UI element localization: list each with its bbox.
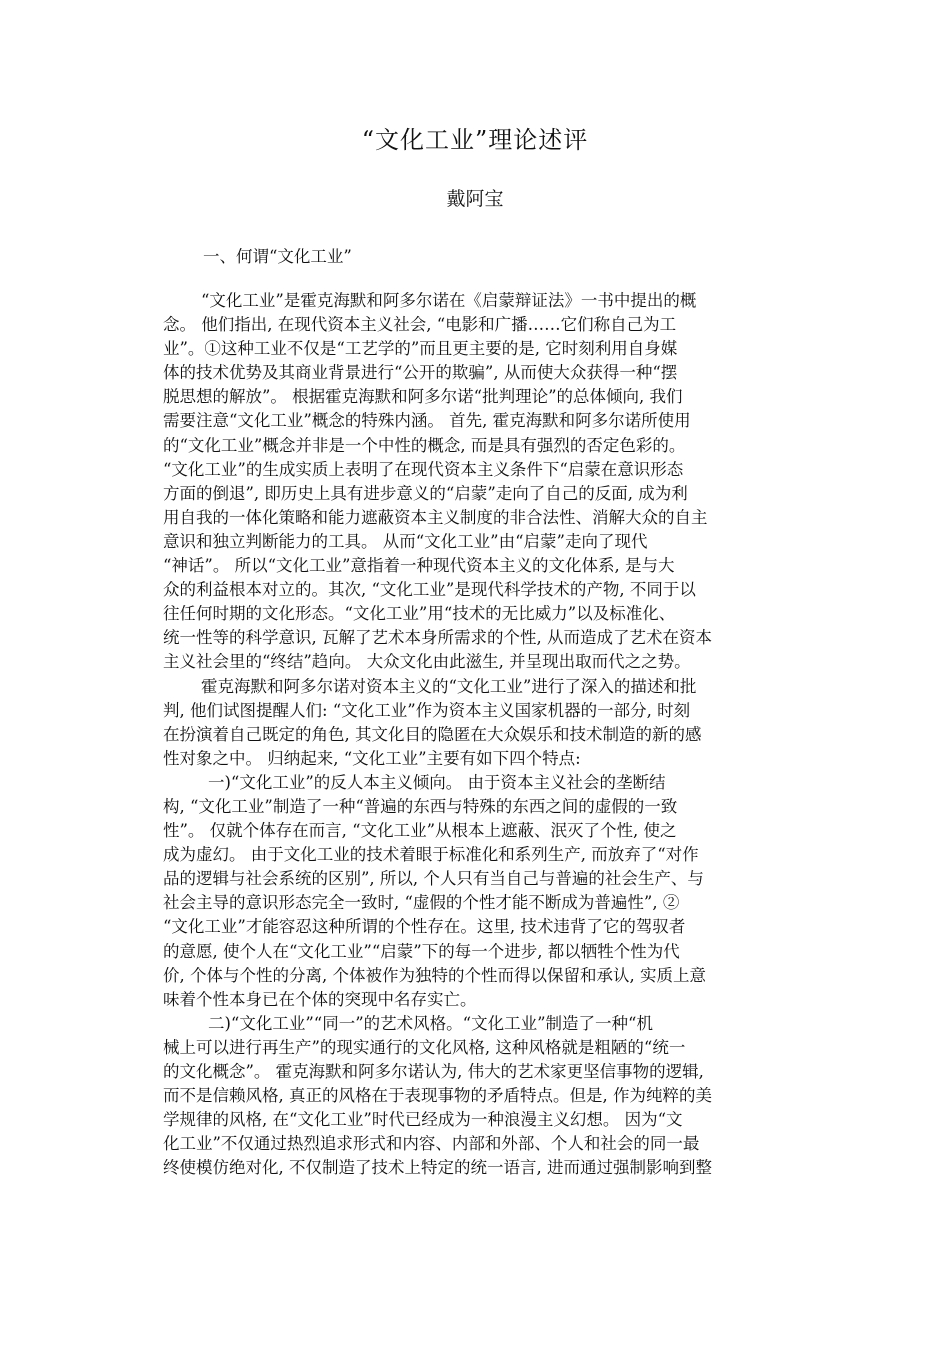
text-line: 主义社会里的“终结”趋向。 大众文化由此滋生, 并呈现出取而代之之势。 xyxy=(163,652,691,672)
text-line: 构, “文化工业”制造了一种“普遍的东西与特殊的东西之间的虚假的一致 xyxy=(163,796,678,816)
section-heading: 一、何谓“文化工业” xyxy=(203,247,352,266)
document-title: “文化工业”理论述评 xyxy=(361,126,589,154)
text-line: 方面的倒退”, 即历史上具有进步意义的“启蒙”走向了自己的反面, 成为利 xyxy=(163,483,688,503)
text-line: 往任何时期的文化形态。“文化工业”用“技术的无比威力”以及标准化、 xyxy=(163,604,676,624)
text-line: 脱思想的解放”。 根据霍克海默和阿多尔诺“批判理论”的总体倾向, 我们 xyxy=(163,387,683,407)
text-line: 性”。 仅就个体存在而言, “文化工业”从根本上遮蔽、泯灭了个性, 使之 xyxy=(163,821,677,841)
text-line: 统一性等的科学意识, 瓦解了艺术本身所需求的个性, 从而造成了艺术在资本 xyxy=(163,628,712,648)
text-line: 霍克海默和阿多尔诺对资本主义的“文化工业”进行了深入的描述和批 xyxy=(201,676,697,696)
text-line: 味着个性本身已在个体的突现中名存实亡。 xyxy=(163,989,477,1009)
text-line: 用自我的一体化策略和能力遮蔽资本主义制度的非合法性、消解大众的自主 xyxy=(163,507,708,527)
text-line: 性对象之中。 归纳起来, “文化工业”主要有如下四个特点: xyxy=(163,748,581,768)
author-name: 戴阿宝 xyxy=(446,188,504,210)
text-line: 判, 他们试图提醒人们: “文化工业”作为资本主义国家机器的一部分, 时刻 xyxy=(163,700,691,720)
text-line: 一)“文化工业”的反人本主义倾向。 由于资本主义社会的垄断结 xyxy=(208,772,666,792)
text-line: 业”。①这种工业不仅是“工艺学的”而且更主要的是, 它时刻利用自身媒 xyxy=(163,339,678,359)
text-line: 的“文化工业”概念并非是一个中性的概念, 而是具有强烈的否定色彩的。 xyxy=(163,435,686,455)
text-line: 品的逻辑与社会系统的区别”, 所以, 个人只有当自己与普遍的社会生产、与 xyxy=(163,869,704,889)
text-line: 需要注意“文化工业”概念的特殊内涵。 首先, 霍克海默和阿多尔诺所使用 xyxy=(163,411,691,431)
text-line: 的意愿, 使个人在“文化工业”“启蒙”下的每一个进步, 都以牺牲个性为代 xyxy=(163,941,680,961)
text-line: 终使模仿绝对化, 不仅制造了技术上特定的统一语言, 进而通过强制影响到整 xyxy=(163,1158,712,1178)
text-line: 价, 个体与个性的分离, 个体被作为独特的个性而得以保留和承认, 实质上意 xyxy=(163,965,706,985)
body-text xyxy=(163,289,793,1180)
text-line: 意识和独立判断能力的工具。 从而“文化工业”由“启蒙”走向了现代 xyxy=(163,531,648,551)
text-line: 的文化概念”。 霍克海默和阿多尔诺认为, 伟大的艺术家更坚信事物的逻辑, xyxy=(163,1062,704,1081)
text-line: “文化工业”才能容忍这种所谓的个性存在。这里, 技术违背了它的驾驭者 xyxy=(163,917,686,937)
text-line: 众的利益根本对立的。其次, “文化工业”是现代科学技术的产物, 不同于以 xyxy=(163,580,696,600)
text-line: 械上可以进行再生产”的现实通行的文化风格, 这种风格就是粗陋的“统一 xyxy=(163,1037,686,1057)
text-line: “文化工业”是霍克海默和阿多尔诺在《启蒙辩证法》一书中提出的概 xyxy=(201,291,697,310)
text-line: 社会主导的意识形态完全一致时, “虚假的个性才能不断成为普遍性”, ② xyxy=(163,893,680,913)
text-line: 学规律的风格, 在“文化工业”时代已经成为一种浪漫主义幻想。 因为“文 xyxy=(163,1110,683,1130)
text-line: 在扮演着自己既定的角色, 其文化目的隐匿在大众娱乐和技术制造的新的感 xyxy=(163,724,702,744)
text-line: 而不是信赖风格, 真正的风格在于表现事物的矛盾特点。但是, 作为纯粹的美 xyxy=(163,1086,712,1106)
text-line: 体的技术优势及其商业背景进行“公开的欺骗”, 从而使大众获得一种“摆 xyxy=(163,363,678,383)
text-line: 二)“文化工业”“同一”的艺术风格。“文化工业”制造了一种“机 xyxy=(208,1013,653,1033)
text-line: “文化工业”的生成实质上表明了在现代资本主义条件下“启蒙在意识形态 xyxy=(163,459,684,479)
text-line: 化工业”不仅通过热烈追求形式和内容、内部和外部、个人和社会的同一最 xyxy=(163,1134,700,1154)
text-line: 成为虚幻。 由于文化工业的技术着眼于标准化和系列生产, 而放弃了“对作 xyxy=(163,845,699,865)
text-line: “神话”。 所以“文化工业”意指着一种现代资本主义的文化体系, 是与大 xyxy=(163,556,675,576)
text-line: 念。 他们指出, 在现代资本主义社会, “电影和广播……它们称自己为工 xyxy=(163,315,677,335)
